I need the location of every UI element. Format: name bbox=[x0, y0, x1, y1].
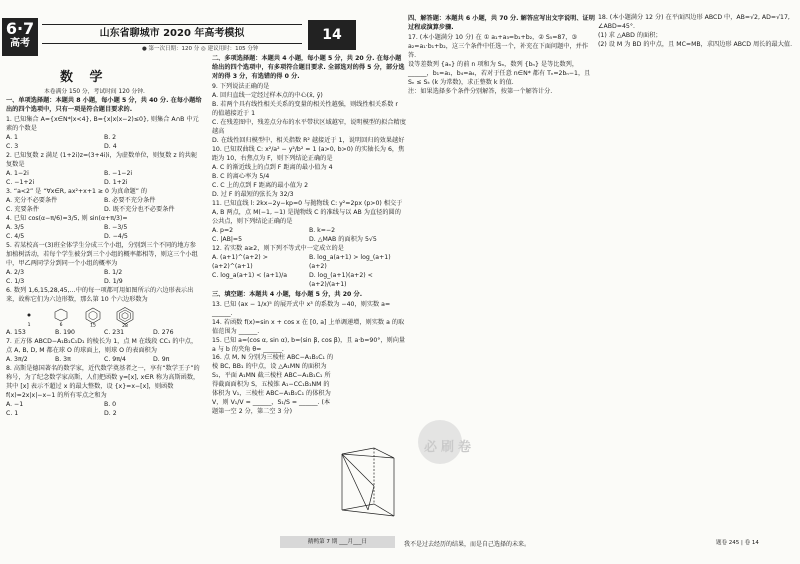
option: D. −4/5 bbox=[104, 232, 128, 240]
section-2-heading: 二、多项选择题：本题共 4 小题，每小题 5 分，共 20 分. 在每小题给出的四个选项中，有多项符合题目要求. 全部选对的得 5 分，部分选对的得 3 分，有选错的得 0 分. bbox=[212, 55, 405, 80]
option: C. 9π/4 bbox=[104, 355, 126, 363]
option: A. C 的渐近线上的点到 F 距离的最小值为 4 bbox=[212, 163, 333, 171]
option: C. 充要条件 bbox=[6, 205, 40, 213]
question-5-options bbox=[6, 269, 202, 287]
section-3-heading: 三、填空题：本题共 4 小题，每小题 5 分，共 20 分. bbox=[212, 290, 363, 298]
hexagon-label: 6 bbox=[59, 322, 63, 327]
option: B. −3/5 bbox=[104, 223, 128, 231]
option: D. △MAB 的面积为 5√5 bbox=[309, 235, 377, 243]
question-6-options bbox=[6, 329, 202, 338]
question-4: 4. 已知 cos(α−π/6)=3/5, 则 sin(α+π/3)= bbox=[6, 214, 128, 222]
question-12-options bbox=[212, 254, 406, 290]
exam-info: ● 第一次日期：120 分 ◎ 建议用时：105 分钟 bbox=[142, 46, 259, 52]
footer-motto: 我不是过去经历的结果，而是自己选择的未来。 bbox=[404, 541, 531, 548]
question-7: 7. 正方体 ABCD−A₁B₁C₁D₁ 的棱长为 1，点 M 在线段 CC₁ 的中点，点 A, B, D, M 都在球 O 的球面上，则球 O 的表面积为 bbox=[6, 337, 198, 354]
option: C. 1/3 bbox=[6, 277, 25, 285]
question-5: 5. 若某校高一(3)班全体学生分成三个小组，分别到三个不同的地方参加植树活动，若每个学生被分到三个小组的概率都相等，则这三个小组中，甲乙两同学分到同一个小组的概率为 bbox=[6, 241, 198, 267]
question-16: 16. 点 M, N 分别为三棱柱 ABC−A₁B₁C₁ 的棱 BC, BB₁ 的中点，设 △A₁MN 的面积为 S₁，平面 A₁MN 截三棱柱 ABC−A₁B₁C₁ 所得截面面积为 S，五棱锥 A₁−CC₁B₁NM 的体积为 V₁，三棱柱 ABC−A₁B₁C₁ 的体积为 V，则 V₁/V = ______，S₁/S = ______. (本题第一空 2 分，第二空 3 分) bbox=[212, 354, 334, 416]
option: C. −1+2i bbox=[6, 178, 35, 186]
option: C. 1 bbox=[6, 409, 19, 417]
option: B. −1−2i bbox=[104, 169, 133, 177]
column-1 bbox=[6, 96, 202, 418]
option: B. 必要不充分条件 bbox=[104, 196, 156, 204]
question-17-note: 注：如果选择多个条件分别解答，按第一个解答计分. bbox=[408, 87, 553, 95]
question-14: 14. 若函数 f(x)=sin x + cos x 在 [0, a] 上单调递增，则实数 a 的取值范围为 ______. bbox=[212, 318, 405, 335]
hexagon-label: 1 bbox=[27, 322, 31, 327]
question-9: 9. 下列说法正确的是 bbox=[212, 82, 270, 90]
option: A. (a+1)^(a+2) > (a+2)^(a+1) bbox=[212, 253, 268, 270]
option: D. 1/9 bbox=[104, 277, 123, 285]
question-4-options bbox=[6, 224, 202, 242]
option: C. C 上的点到 F 距离的最小值为 2 bbox=[212, 181, 308, 189]
question-10: 10. 已知双曲线 C: x²/a² − y²/b² = 1 (a>0, b>0) 的实轴长为 6，焦距为 10，右焦点为 F，则下列结论正确的是 bbox=[212, 145, 405, 162]
section-4-heading: 四、解答题：本题共 6 小题，共 70 分. 解答应写出文字说明、证明过程或演算步骤. bbox=[408, 15, 595, 31]
exam-number: 14 bbox=[308, 20, 356, 50]
hexagon-figure-3 bbox=[82, 307, 104, 327]
option: A. 1 bbox=[6, 133, 18, 141]
option: D. 4 bbox=[104, 142, 117, 150]
question-2-options bbox=[6, 170, 202, 188]
option: B. log_a(a+1) > log_(a+1)(a+2) bbox=[309, 253, 391, 270]
hexagon-figures bbox=[18, 307, 202, 327]
question-18: 18. (本小题满分 12 分) 在平面四边形 ABCD 中，AB=√2, AD=√17, ∠ABD=45°. bbox=[598, 14, 790, 30]
prism-figure bbox=[334, 444, 404, 528]
exam-title: 山东省聊城市 2020 年高考模拟 bbox=[42, 24, 302, 44]
option: C. 231 bbox=[104, 328, 125, 336]
question-2: 2. 已知复数 z 满足 (1+2i)z=(3+4i)i，为虚数单位，则复数 z 的共轭复数是 bbox=[6, 151, 198, 168]
question-8-options bbox=[6, 401, 202, 419]
option: B. 190 bbox=[55, 328, 75, 336]
subject-title: 数 学 bbox=[60, 70, 109, 85]
option: D. 1+2i bbox=[104, 178, 128, 186]
question-18-part-2: (2) 设 M 为 BD 的中点，且 MC=MB，求四边形 ABCD 周长的最大值. bbox=[598, 40, 793, 48]
option: C. 在残差图中，残差点分布的水平带状区域越窄，说明模型的拟合精度越高 bbox=[212, 118, 406, 135]
question-1-options bbox=[6, 134, 202, 152]
watermark-text: 必刷卷 bbox=[424, 440, 476, 455]
question-3-options bbox=[6, 197, 202, 215]
question-11-options bbox=[212, 227, 406, 245]
option: C. |AB|=5 bbox=[212, 235, 243, 243]
question-18-part-1: (1) 求 △ABD 的面积； bbox=[598, 31, 662, 39]
page-number: 题卷 245 | 卷 14 bbox=[716, 540, 759, 546]
brand-logo: 6·7 高考 bbox=[2, 18, 38, 56]
option: B. 0 bbox=[104, 400, 117, 408]
question-1: 1. 已知集合 A={x∈N*|x<4}, B={x|x(x−2)≤0}, 则集合 A∩B 中元素的个数是 bbox=[6, 115, 199, 132]
option: D. 9π bbox=[153, 355, 170, 363]
option: A. 1−2i bbox=[6, 169, 29, 177]
option: A. 2/3 bbox=[6, 268, 25, 276]
hexagon-label: 15 bbox=[90, 323, 96, 327]
option: D. 在线性回归模型中，相关指数 R² 越接近于 1，说明回归的效果越好 bbox=[212, 136, 405, 144]
option: B. k=−2 bbox=[309, 226, 336, 234]
option: A. −1 bbox=[6, 400, 24, 408]
option: D. 2 bbox=[104, 409, 117, 417]
option: A. 回归直线一定经过样本点的中心(x̄, ȳ) bbox=[212, 91, 323, 99]
option: C. log_a(a+1) < (a+1)/a bbox=[212, 271, 288, 279]
score-note: 本卷满分 150 分，考试时间 120 分钟. bbox=[44, 89, 145, 95]
column-4 bbox=[598, 14, 794, 50]
option: A. 3/5 bbox=[6, 223, 25, 231]
option: D. 过 F 的最短的弦长为 32/3 bbox=[212, 190, 294, 198]
hexagon-figure-2 bbox=[50, 307, 72, 327]
option: A. 3π/2 bbox=[6, 355, 28, 363]
question-17-body: 设等差数列 {aₙ} 的前 n 项和为 Sₙ，数列 {bₙ} 是等比数列，______，b₁=a₁，b₄=a₄，若对于任意 n∈N* 都有 Tₙ=2bₙ−1，且 Sₙ ≤ Sₖ (k 为常数)，求正整数 k 的值. bbox=[408, 60, 591, 86]
column-2 bbox=[212, 54, 406, 417]
section-1-heading: 一、单项选择题：本题共 8 小题，每小题 5 分，共 40 分. 在每小题给出的四个选项中，只有一项是符合题目要求的. bbox=[6, 97, 202, 113]
question-11: 11. 已知直线 l: 2kx−2y−kp=0 与抛物线 C: y²=2px (p>0) 相交于 A, B 两点，点 M(−1, −1) 是抛物线 C 的准线与以 AB 为直径的圆的公共点，则下列结论正确的是 bbox=[212, 199, 403, 225]
option: B. C 的离心率为 5/4 bbox=[212, 172, 270, 180]
option: C. 3 bbox=[6, 142, 19, 150]
question-7-options bbox=[6, 356, 202, 365]
hexagon-label: 28 bbox=[122, 323, 128, 327]
question-15: 15. 已知 a=(cos α, sin α), b=(sin β, cos β)，且 a·b=90°，则向量 a 与 b 的夹角 θ= ______. bbox=[212, 336, 406, 353]
question-17: 17. (本小题满分 10 分) 在 ① a₁+a₃=b₁+b₂，② S₅=87，③ a₂=a₁·b₁+b₂，这三个条件中任选一个，补充在下面问题中，并作答. bbox=[408, 33, 589, 59]
question-13: 13. 已知 (ax − 1/x)⁵ 的展开式中 x³ 的系数为 −40，则实数 a= ______. bbox=[212, 300, 391, 317]
hexagon-figure-4 bbox=[114, 307, 136, 327]
hexagon-figure-1 bbox=[18, 307, 40, 327]
option: B. 3π bbox=[55, 355, 71, 363]
option: A. p=2 bbox=[212, 226, 234, 234]
option: C. 4/5 bbox=[6, 232, 25, 240]
option: B. 1/2 bbox=[104, 268, 123, 276]
question-12: 12. 若实数 a≥2，则下列不等式中一定成立的是 bbox=[212, 244, 344, 252]
option: A. 充分不必要条件 bbox=[6, 196, 58, 204]
column-3 bbox=[408, 14, 596, 97]
exam-header bbox=[2, 18, 358, 56]
question-8: 8. 高斯是德国著名的数学家，近代数学奠基者之一，享有“数学王子”的称号，为了纪念数学家高斯，人们把函数 y=[x], x∈R 称为高斯函数，其中 [x] 表示不超过 x 的最大整数，设 {x}=x−[x]，则函数 f(x)=2x|x|−x−1 的所有零点之和为 bbox=[6, 364, 200, 399]
question-6: 6. 数列 1,6,15,28,45,…中的每一项都可用如图所示的六边形表示出来，故称它们为六边形数，那么第 10 个六边形数为 bbox=[6, 286, 194, 303]
footer-date: 鹅鸭第 7 期 ___月___日 bbox=[280, 536, 395, 548]
option: B. 2 bbox=[104, 133, 117, 141]
option: A. 153 bbox=[6, 328, 26, 336]
question-3: 3. “a<2” 是 “∀x∈R, ax²+x+1 ≥ 0 为真命题” 的 bbox=[6, 187, 148, 195]
option: D. log_(a+1)(a+2) < (a+2)/(a+1) bbox=[309, 271, 373, 288]
option: D. 276 bbox=[153, 328, 174, 336]
option: D. 既不充分也不必要条件 bbox=[104, 205, 175, 213]
option: B. 若两个具有线性相关关系的变量的相关性越强，则线性相关系数 r 的值越接近于 1 bbox=[212, 100, 398, 117]
